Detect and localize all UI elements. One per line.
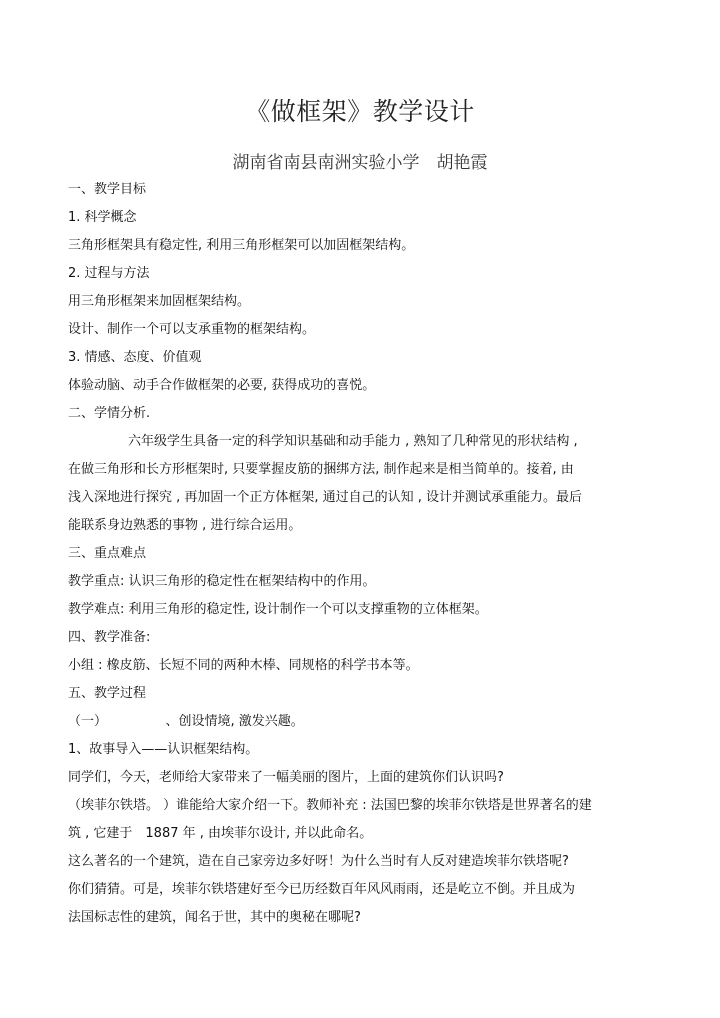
section-heading-process: 五、教学过程	[68, 686, 147, 701]
subheading-attitude: 3. 情感、态度、价值观	[68, 350, 202, 365]
paragraph-line: 在做三角形和长方形框架时, 只要掌握皮筋的捆绑方法, 制作起来是相当简单的。接着, 由	[68, 462, 574, 477]
paragraph-line: 教学难点: 利用三角形的稳定性, 设计制作一个可以支撑重物的立体框架。	[68, 602, 488, 617]
subheading-concept: 1. 科学概念	[68, 210, 137, 225]
paragraph-line: 用三角形框架来加固框架结构。	[68, 294, 251, 309]
subheading-process: 2. 过程与方法	[68, 266, 150, 281]
subheading-step-one: （一） 、创设情境, 激发兴趣。	[68, 714, 304, 729]
section-heading-analysis: 二、学情分析.	[68, 406, 151, 421]
section-heading-objectives: 一、教学目标	[68, 182, 147, 197]
paragraph-line: 体验动脑、动手合作做框架的必要, 获得成功的喜悦。	[68, 378, 376, 393]
paragraph-line: 教学重点: 认识三角形的稳定性在框架结构中的作用。	[68, 574, 376, 589]
paragraph-line: 三角形框架具有稳定性, 利用三角形框架可以加固框架结构。	[68, 238, 415, 253]
subheading-story: 1、故事导入——认识框架结构。	[68, 742, 259, 757]
paragraph-line: 这么著名的一个建筑，造在自己家旁边多好呀！为什么当时有人反对建造埃菲尔铁塔呢?	[68, 854, 569, 869]
paragraph-line: 设计、制作一个可以支承重物的框架结构。	[68, 322, 316, 337]
paragraph-line: 浅入深地进行探究 , 再加固一个正方体框架, 通过自己的认知 , 设计并测试承重能力。最后	[68, 490, 583, 505]
paragraph-line: 你们猜猜。可是，埃菲尔铁塔建好至今已历经数百年风风雨雨，还是屹立不倒。并且成为	[68, 882, 576, 897]
paragraph-line: 筑 , 它建于 1887 年 , 由埃菲尔设计, 并以此命名。	[68, 826, 373, 841]
paragraph-line: 六年级学生具备一定的科学知识基础和动手能力 , 熟知了几种常见的形状结构 ,	[128, 434, 578, 449]
section-heading-key-points: 三、重点难点	[68, 546, 147, 561]
paragraph-line: 小组 : 橡皮筋、长短不同的两种木棒、同规格的科学书本等。	[68, 658, 419, 673]
document-title: 《做框架》教学设计	[245, 97, 475, 126]
paragraph-line: 法国标志性的建筑，闻名于世，其中的奥秘在哪呢?	[68, 910, 361, 925]
document-subtitle: 湖南省南县南洲实验小学 胡艳霞	[232, 153, 488, 173]
paragraph-line: （埃菲尔铁塔。 ）谁能给大家介绍一下。教师补充 : 法国巴黎的埃菲尔铁塔是世界著名的建	[68, 798, 592, 813]
paragraph-line: 同学们，今天，老师给大家带来了一幅美丽的图片，上面的建筑你们认识吗?	[68, 770, 504, 785]
paragraph-line: 能联系身边熟悉的事物 , 进行综合运用。	[68, 518, 302, 533]
section-heading-preparation: 四、教学准备:	[68, 630, 151, 645]
